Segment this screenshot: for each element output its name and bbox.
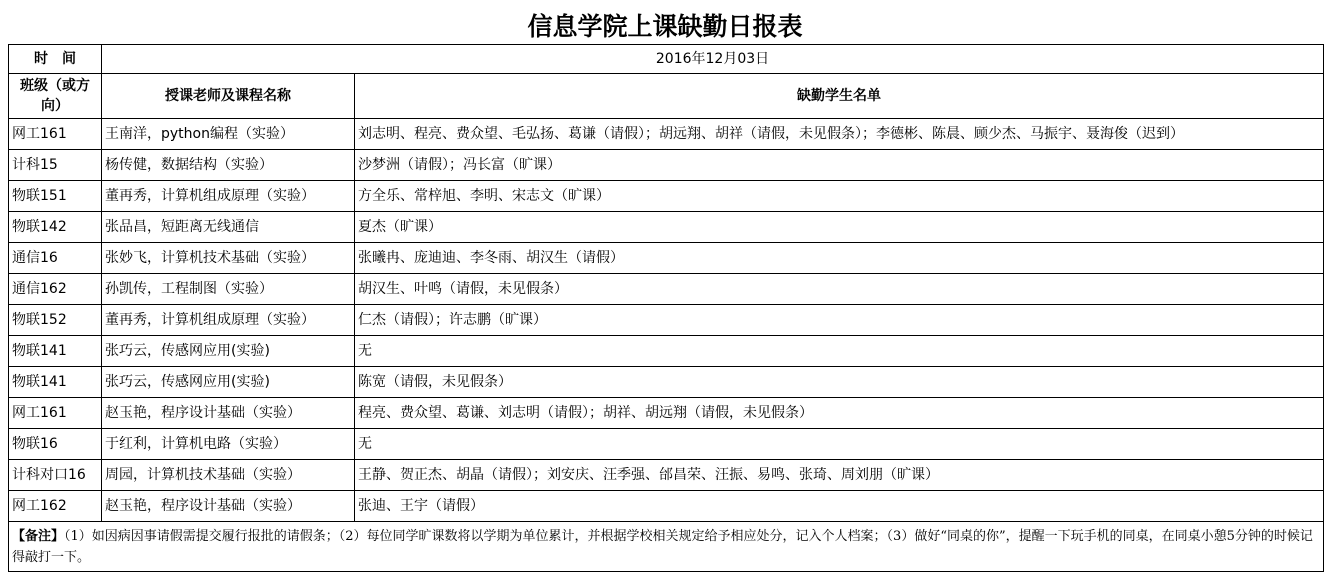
note-tag: 【备注】 [12,528,65,544]
absent-students-cell: 陈宽（请假，未见假条） [355,367,1324,398]
class-cell: 物联142 [9,212,102,243]
class-cell: 通信16 [9,243,102,274]
header-class: 班级（或方向） [9,74,102,119]
class-cell: 网工162 [9,491,102,522]
class-cell: 网工161 [9,398,102,429]
table-row [9,398,1324,429]
table-row [9,243,1324,274]
note-row [9,522,1324,572]
note-cell [9,522,1324,572]
absent-students-cell: 程亮、费众望、葛谦、刘志明（请假）；胡祥、胡远翔（请假，未见假条） [355,398,1324,429]
table-row [9,429,1324,460]
absent-students-cell: 刘志明、程亮、费众望、毛弘扬、葛谦（请假）；胡远翔、胡祥（请假，未见假条）；李德彬、陈晨、顾少杰、马振宇、聂海俊（迟到） [355,119,1324,150]
teacher-course-cell: 董再秀，计算机组成原理（实验） [102,181,355,212]
teacher-course-cell: 周园，计算机技术基础（实验） [102,460,355,491]
class-cell: 物联16 [9,429,102,460]
header-absent-students: 缺勤学生名单 [355,74,1324,119]
table-row [9,212,1324,243]
teacher-course-cell: 董再秀，计算机组成原理（实验） [102,305,355,336]
teacher-course-cell: 杨传健，数据结构（实验） [102,150,355,181]
class-cell: 计科对口16 [9,460,102,491]
teacher-course-cell: 张巧云，传感网应用(实验) [102,336,355,367]
absent-students-cell: 无 [355,336,1324,367]
teacher-course-cell: 王南洋，python编程（实验） [102,119,355,150]
teacher-course-cell: 孙凯传，工程制图（实验） [102,274,355,305]
teacher-course-cell: 赵玉艳，程序设计基础（实验） [102,491,355,522]
table-row [9,491,1324,522]
teacher-course-cell: 张品昌，短距离无线通信 [102,212,355,243]
note-text: （1）如因病因事请假需提交履行报批的请假条；（2）每位同学旷课数将以学期为单位累计，并根据学校相关规定给予相应处分，记入个人档案；（3）做好“同桌的你”，提醒一下玩手机的同桌，在同桌小憩5分钟的时候记得敲打一下。 [12,528,1313,565]
absent-students-cell: 沙梦洲（请假）；冯长富（旷课） [355,150,1324,181]
table-row [9,150,1324,181]
teacher-course-cell: 张妙飞，计算机技术基础（实验） [102,243,355,274]
absent-students-cell: 方全乐、常梓旭、李明、宋志文（旷课） [355,181,1324,212]
time-row [9,45,1324,74]
table-row [9,119,1324,150]
teacher-course-cell: 张巧云，传感网应用(实验) [102,367,355,398]
header-teacher-course: 授课老师及课程名称 [102,74,355,119]
attendance-table [8,44,1324,572]
table-row [9,367,1324,398]
teacher-course-cell: 于红利，计算机电路（实验） [102,429,355,460]
time-label: 时 间 [9,45,102,74]
absent-students-cell: 夏杰（旷课） [355,212,1324,243]
table-row [9,460,1324,491]
class-cell: 物联141 [9,336,102,367]
class-cell: 物联141 [9,367,102,398]
absent-students-cell: 张曦冉、庞迪迪、李冬雨、胡汉生（请假） [355,243,1324,274]
absent-students-cell: 王静、贺正杰、胡晶（请假）；刘安庆、汪季强、邰昌荣、汪振、易鸣、张琦、周刘朋（旷课） [355,460,1324,491]
class-cell: 计科15 [9,150,102,181]
absent-students-cell: 胡汉生、叶鸣（请假，未见假条） [355,274,1324,305]
table-row [9,181,1324,212]
class-cell: 物联152 [9,305,102,336]
absent-students-cell: 无 [355,429,1324,460]
absent-students-cell: 仁杰（请假）；许志鹏（旷课） [355,305,1324,336]
table-row [9,336,1324,367]
class-cell: 通信162 [9,274,102,305]
header-row [9,74,1324,119]
report-date: 2016年12月03日 [102,45,1324,74]
class-cell: 网工161 [9,119,102,150]
table-row [9,274,1324,305]
class-cell: 物联151 [9,181,102,212]
teacher-course-cell: 赵玉艳，程序设计基础（实验） [102,398,355,429]
table-row [9,305,1324,336]
report-title: 信息学院上课缺勤日报表 [527,12,803,41]
absent-students-cell: 张迪、王宇（请假） [355,491,1324,522]
